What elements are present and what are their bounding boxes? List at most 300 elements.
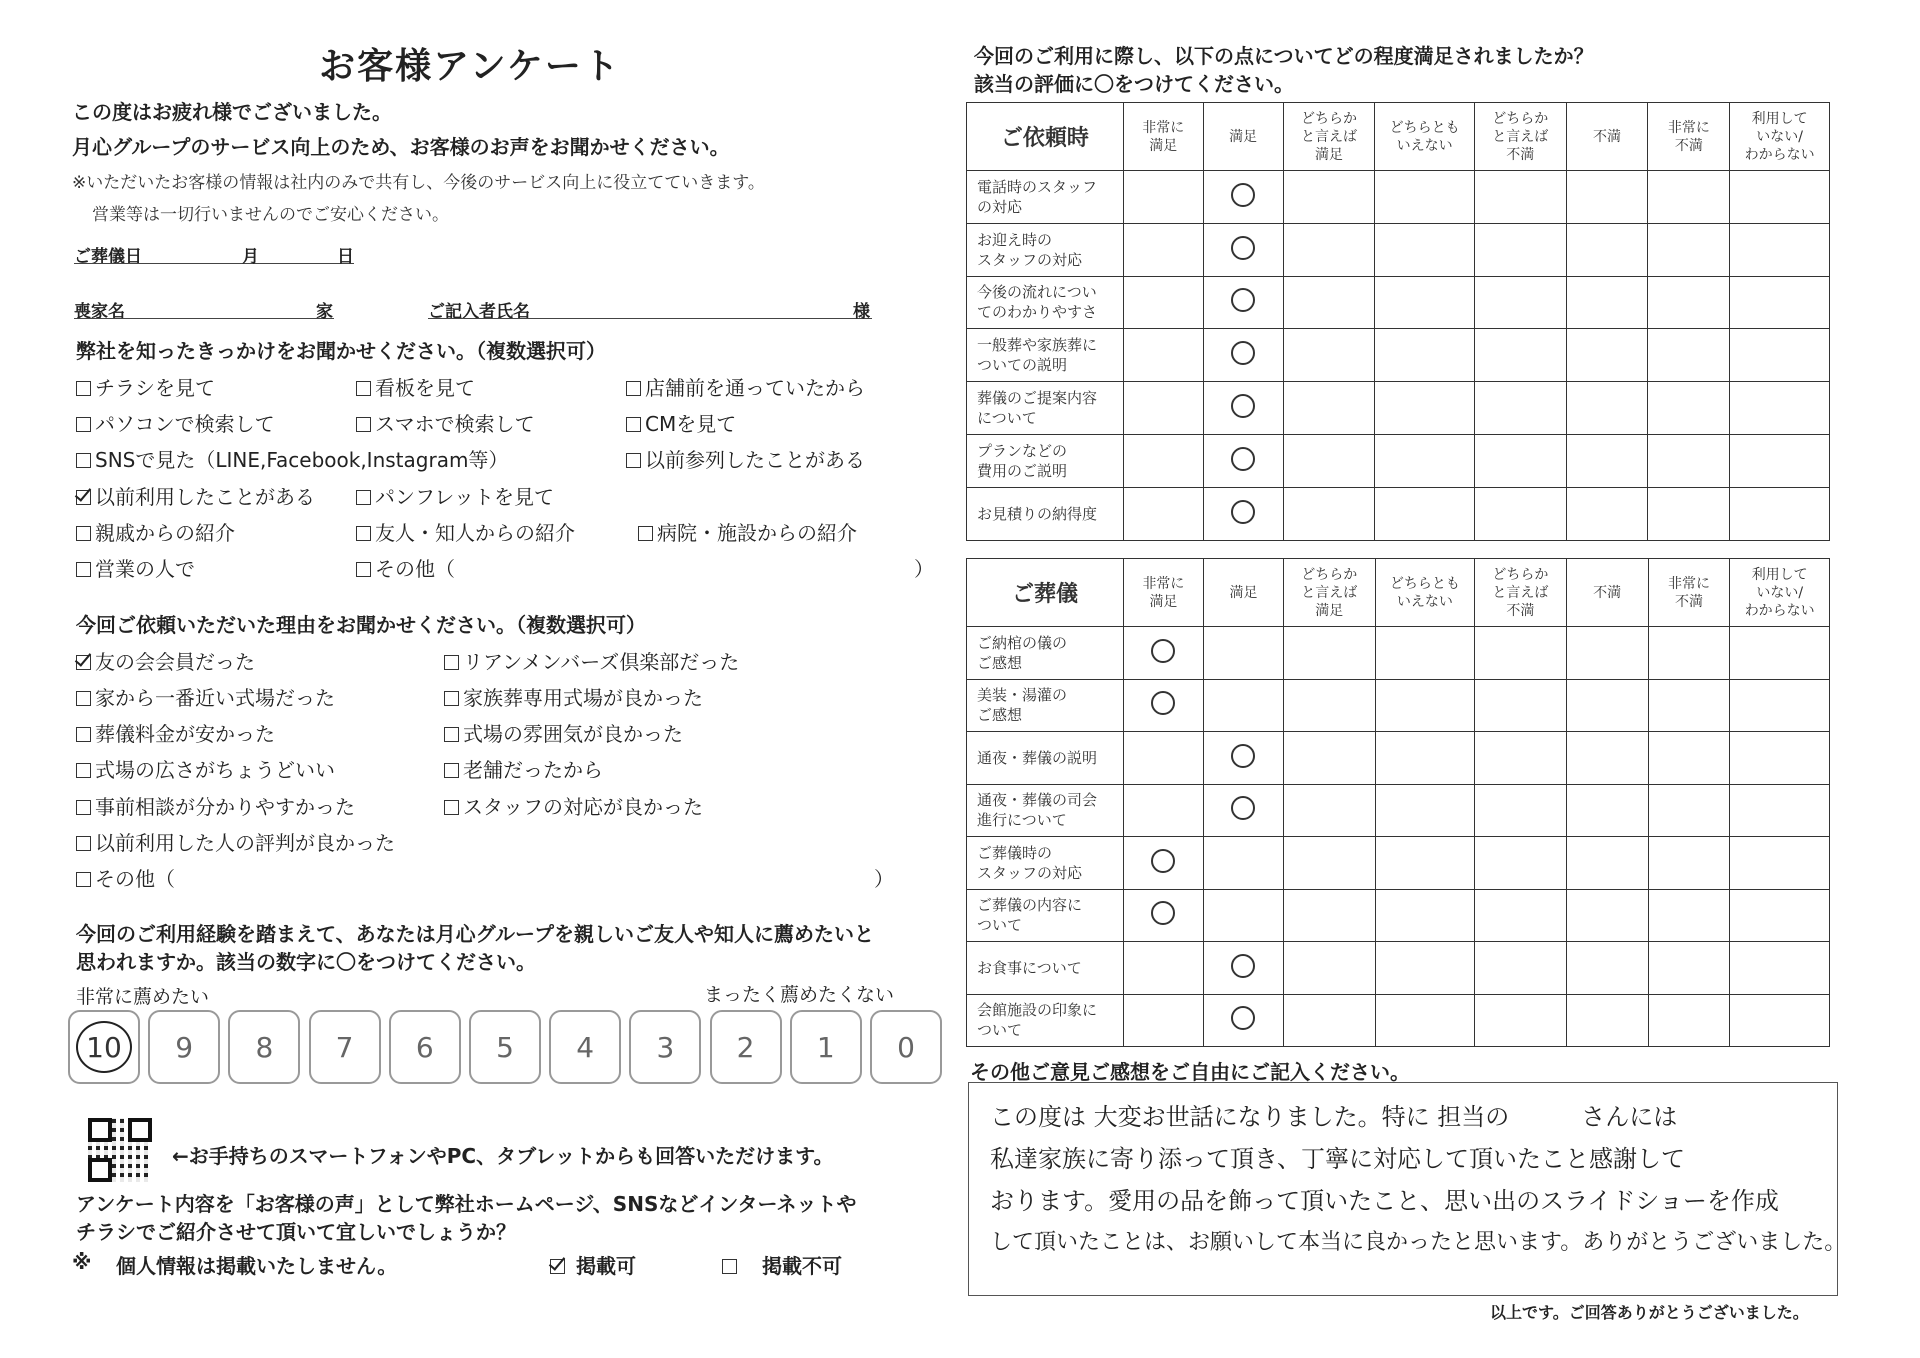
- nps-score-4[interactable]: [549, 1010, 621, 1084]
- recommend-low-label: まったく薦めたくない: [704, 984, 895, 1006]
- writer-name-label: ご記入者氏名: [428, 302, 530, 322]
- q1-option-label: 病院・施設からの紹介: [657, 521, 857, 545]
- q1-option[interactable]: [626, 408, 736, 437]
- checkbox[interactable]: [76, 836, 91, 851]
- rating-cell[interactable]: [1375, 784, 1475, 837]
- q3-heading-1: 今回のご利用経験を踏まえて、あなたは月心グループを親しいご友人や知人に薦めたいと: [76, 922, 874, 946]
- rating-cell[interactable]: [1203, 487, 1283, 540]
- checkbox[interactable]: [76, 381, 91, 396]
- no-sales-note: 営業等は一切行いませんのでご安心ください。: [92, 205, 449, 225]
- checkbox[interactable]: [356, 490, 371, 505]
- rating-cell[interactable]: [1730, 223, 1830, 276]
- nps-score-5[interactable]: [469, 1010, 541, 1084]
- q1-option[interactable]: [356, 553, 455, 582]
- checkbox[interactable]: [444, 655, 459, 670]
- q2-option-label: 事前相談が分かりやすかった: [95, 795, 355, 819]
- rating-heading-1: 今回のご利用に際し、以下の点についてどの程度満足されましたか？: [974, 44, 1594, 68]
- q1-option-label: SNSで見た（LINE,Facebook,Instagram等）: [95, 448, 509, 472]
- checkbox[interactable]: [356, 526, 371, 541]
- checkbox[interactable]: [76, 526, 91, 541]
- rating-cell[interactable]: [1203, 223, 1283, 276]
- checkbox[interactable]: [76, 655, 91, 670]
- scale-header: 非常に 満足: [1123, 103, 1203, 171]
- rating-cell[interactable]: [1566, 837, 1648, 890]
- rating-cell[interactable]: [1566, 732, 1648, 785]
- rating-cell[interactable]: [1730, 627, 1830, 680]
- selected-circle-mark: [1231, 288, 1255, 312]
- checkbox[interactable]: [626, 453, 641, 468]
- rating-cell[interactable]: [1375, 837, 1475, 890]
- q1-option-label: 店舗前を通っていたから: [645, 376, 865, 400]
- rating-cell[interactable]: [1123, 837, 1203, 890]
- q2-option[interactable]: [444, 718, 683, 747]
- selected-circle-mark: [1231, 954, 1255, 978]
- rating-row: [967, 942, 1830, 995]
- rating-cell[interactable]: [1648, 487, 1730, 540]
- q2-option[interactable]: [444, 754, 603, 783]
- rating-row: [967, 276, 1830, 329]
- rating-cell[interactable]: [1283, 223, 1375, 276]
- rating-cell[interactable]: [1648, 223, 1730, 276]
- rating-cell[interactable]: [1375, 627, 1475, 680]
- q1-other-close: ）: [914, 557, 934, 581]
- rating-cell[interactable]: [1648, 837, 1730, 890]
- q1-option[interactable]: [626, 444, 865, 473]
- rating-cell[interactable]: [1123, 487, 1203, 540]
- rating-row: [967, 223, 1830, 276]
- rating-cell[interactable]: [1475, 994, 1567, 1047]
- q1-option[interactable]: [76, 408, 275, 437]
- section-title: ご依頼時: [967, 103, 1124, 171]
- q1-option[interactable]: [626, 372, 865, 401]
- q2-option-label: リアンメンバーズ倶楽部だった: [463, 650, 740, 674]
- rating-cell[interactable]: [1730, 889, 1830, 942]
- rating-row: [967, 679, 1830, 732]
- publish-ng-option[interactable]: [722, 1250, 842, 1279]
- q2-option-label: その他（: [95, 867, 175, 891]
- rating-cell[interactable]: [1375, 732, 1475, 785]
- rating-cell[interactable]: [1203, 329, 1283, 382]
- q2-option-label: 老舗だったから: [463, 758, 603, 782]
- checkbox[interactable]: [626, 417, 641, 432]
- q1-option-label: スマホで検索して: [375, 412, 535, 436]
- checkbox[interactable]: [356, 381, 371, 396]
- rating-cell[interactable]: [1283, 329, 1375, 382]
- checkbox[interactable]: [356, 562, 371, 577]
- q2-option[interactable]: [76, 827, 395, 856]
- q1-option-label: 以前利用したことがある: [95, 485, 315, 509]
- rating-cell[interactable]: [1203, 382, 1283, 435]
- rating-cell[interactable]: [1375, 171, 1475, 224]
- rating-cell[interactable]: [1730, 171, 1830, 224]
- rating-cell[interactable]: [1375, 276, 1475, 329]
- rating-cell[interactable]: [1203, 434, 1283, 487]
- nps-score-label: 8: [255, 1030, 274, 1064]
- footer-thanks: 以上です。ご回答ありがとうございました。: [1490, 1303, 1809, 1322]
- checkbox[interactable]: [76, 417, 91, 432]
- checkbox[interactable]: [76, 800, 91, 815]
- q1-option[interactable]: [638, 517, 857, 546]
- rating-cell[interactable]: [1566, 784, 1648, 837]
- rating-cell[interactable]: [1203, 627, 1283, 680]
- rating-cell[interactable]: [1475, 837, 1567, 890]
- selected-circle-mark: [1231, 394, 1255, 418]
- nps-score-label: 1: [816, 1030, 835, 1064]
- rating-cell[interactable]: [1203, 942, 1283, 995]
- rating-cell[interactable]: [1203, 732, 1283, 785]
- checkbox[interactable]: [76, 763, 91, 778]
- comment-line-4: して頂いたことは、お願いして本当に良かったと思います。ありがとうございました。: [990, 1230, 1847, 1255]
- day-label: 日: [337, 247, 354, 267]
- rating-cell[interactable]: [1123, 223, 1203, 276]
- nps-score-9[interactable]: [148, 1010, 220, 1084]
- nps-score-10[interactable]: [68, 1010, 140, 1084]
- q1-option[interactable]: [76, 372, 215, 401]
- rating-item-label: ご納棺の儀の ご感想: [967, 627, 1124, 680]
- rating-table-request: [966, 102, 1830, 541]
- rating-cell[interactable]: [1475, 889, 1567, 942]
- rating-cell[interactable]: [1283, 994, 1375, 1047]
- checkbox[interactable]: [444, 727, 459, 742]
- nps-score-1[interactable]: [790, 1010, 862, 1084]
- scale-header: 満足: [1203, 559, 1283, 627]
- rating-cell[interactable]: [1203, 171, 1283, 224]
- selected-circle-mark: [1231, 236, 1255, 260]
- rating-row: [967, 994, 1830, 1047]
- writer-name-input[interactable]: [428, 318, 872, 319]
- q2-option[interactable]: [76, 791, 355, 820]
- nps-score-label: 4: [576, 1030, 595, 1064]
- checkbox[interactable]: [444, 763, 459, 778]
- q2-option[interactable]: [444, 791, 703, 820]
- q1-option[interactable]: [76, 444, 508, 473]
- scale-header: 非常に 不満: [1648, 559, 1730, 627]
- q1-option-label: パンフレットを見て: [375, 485, 554, 509]
- rating-cell[interactable]: [1123, 679, 1203, 732]
- rating-row: [967, 434, 1830, 487]
- rating-cell[interactable]: [1566, 942, 1648, 995]
- rating-item-label: 通夜・葬儀の司会 進行について: [967, 784, 1124, 837]
- rating-cell[interactable]: [1474, 329, 1566, 382]
- rating-cell[interactable]: [1375, 994, 1475, 1047]
- nps-score-8[interactable]: [228, 1010, 300, 1084]
- rating-cell[interactable]: [1123, 994, 1203, 1047]
- rating-cell[interactable]: [1474, 487, 1566, 540]
- rating-cell[interactable]: [1730, 732, 1830, 785]
- online-answer-text: ←お手持ちのスマートフォンやPC、タブレットからも回答いただけます。: [172, 1144, 834, 1168]
- rating-cell[interactable]: [1648, 889, 1730, 942]
- selected-circle-mark: [1231, 1006, 1255, 1030]
- q1-option[interactable]: [356, 372, 475, 401]
- scale-header: 不満: [1566, 103, 1648, 171]
- rating-cell[interactable]: [1123, 889, 1203, 942]
- rating-item-label: 美装・湯灌の ご感想: [967, 679, 1124, 732]
- q1-option-label: 親戚からの紹介: [95, 521, 235, 545]
- rating-cell[interactable]: [1730, 382, 1830, 435]
- rating-cell[interactable]: [1203, 889, 1283, 942]
- q1-option[interactable]: [76, 517, 235, 546]
- scale-header: 非常に 満足: [1123, 559, 1203, 627]
- q2-option-label: 家族葬専用式場が良かった: [463, 686, 703, 710]
- q1-heading: 弊社を知ったきっかけをお聞かせください。（複数選択可）: [76, 339, 606, 363]
- rating-cell[interactable]: [1475, 627, 1567, 680]
- checkbox[interactable]: [76, 872, 91, 887]
- selected-circle-mark: [1231, 500, 1255, 524]
- rating-cell[interactable]: [1123, 382, 1203, 435]
- q3-heading-2: 思われますか。該当の数字に〇をつけてください。: [76, 950, 536, 974]
- nps-score-6[interactable]: [389, 1010, 461, 1084]
- family-name-label: 喪家名: [74, 302, 125, 322]
- rating-row: [967, 329, 1830, 382]
- rating-cell[interactable]: [1648, 434, 1730, 487]
- rating-cell[interactable]: [1283, 732, 1375, 785]
- rating-cell[interactable]: [1648, 627, 1730, 680]
- rating-cell[interactable]: [1375, 434, 1475, 487]
- publish-question-2: チラシでご紹介させて頂いて宜しいでしょうか？: [76, 1220, 516, 1244]
- house-label: 家: [316, 302, 333, 322]
- rating-item-label: 今後の流れについ てのわかりやすさ: [967, 276, 1124, 329]
- q2-option-label: 以前利用した人の評判が良かった: [95, 831, 395, 855]
- rating-cell[interactable]: [1283, 627, 1375, 680]
- q2-option[interactable]: [76, 754, 335, 783]
- checkbox[interactable]: [444, 691, 459, 706]
- rating-cell[interactable]: [1474, 276, 1566, 329]
- rating-cell[interactable]: [1203, 679, 1283, 732]
- rating-cell[interactable]: [1203, 837, 1283, 890]
- q2-heading: 今回ご依頼いただいた理由をお聞かせください。（複数選択可）: [76, 613, 646, 637]
- rating-cell[interactable]: [1730, 487, 1830, 540]
- rating-cell[interactable]: [1475, 679, 1567, 732]
- q2-option[interactable]: [76, 682, 335, 711]
- rating-cell[interactable]: [1475, 784, 1567, 837]
- day-input[interactable]: [304, 263, 332, 264]
- scale-header: 不満: [1566, 559, 1648, 627]
- qr-code-icon[interactable]: [88, 1118, 152, 1182]
- rating-cell[interactable]: [1203, 994, 1283, 1047]
- checkbox[interactable]: [76, 562, 91, 577]
- checkbox[interactable]: [444, 800, 459, 815]
- q2-option[interactable]: [444, 682, 703, 711]
- intro-greeting: この度はお疲れ様でございました。: [72, 100, 392, 124]
- month-label: 月: [242, 247, 259, 267]
- q2-option[interactable]: [76, 718, 275, 747]
- rating-cell[interactable]: [1123, 942, 1203, 995]
- rating-cell[interactable]: [1730, 434, 1830, 487]
- rating-cell[interactable]: [1730, 994, 1830, 1047]
- rating-cell[interactable]: [1283, 382, 1375, 435]
- scale-header: どちらか と言えば 不満: [1475, 559, 1567, 627]
- rating-cell[interactable]: [1123, 276, 1203, 329]
- rating-cell[interactable]: [1566, 487, 1648, 540]
- rating-cell[interactable]: [1283, 434, 1375, 487]
- nps-score-label: 10: [76, 1021, 132, 1073]
- nps-score-label: 3: [656, 1030, 675, 1064]
- funeral-date-label: ご葬儀日: [74, 247, 142, 267]
- selected-circle-mark: [1231, 183, 1255, 207]
- rating-cell[interactable]: [1375, 487, 1475, 540]
- month-input[interactable]: [160, 263, 224, 264]
- rating-cell[interactable]: [1566, 223, 1648, 276]
- publish-ok-label: 掲載可: [575, 1254, 636, 1278]
- rating-cell[interactable]: [1283, 942, 1375, 995]
- publish-note: 個人情報は掲載いたしません。: [116, 1254, 398, 1278]
- q2-option-label: スタッフの対応が良かった: [463, 795, 703, 819]
- rating-cell[interactable]: [1283, 889, 1375, 942]
- rating-cell[interactable]: [1566, 276, 1648, 329]
- rating-item-label: 通夜・葬儀の説明: [967, 732, 1124, 785]
- rating-cell[interactable]: [1566, 679, 1648, 732]
- q1-option[interactable]: [356, 408, 535, 437]
- nps-score-3[interactable]: [629, 1010, 701, 1084]
- q2-option-label: 式場の雰囲気が良かった: [463, 722, 683, 746]
- rating-cell[interactable]: [1648, 994, 1730, 1047]
- checkbox[interactable]: [356, 417, 371, 432]
- rating-cell[interactable]: [1566, 171, 1648, 224]
- rating-cell[interactable]: [1283, 784, 1375, 837]
- rating-cell[interactable]: [1123, 732, 1203, 785]
- q1-option-label: その他（: [375, 557, 455, 581]
- rating-item-label: 一般葬や家族葬に ついての説明: [967, 329, 1124, 382]
- rating-cell[interactable]: [1123, 784, 1203, 837]
- rating-cell[interactable]: [1730, 837, 1830, 890]
- checkbox[interactable]: [76, 490, 91, 505]
- nps-score-label: 0: [897, 1030, 915, 1064]
- rating-cell[interactable]: [1648, 942, 1730, 995]
- checkbox[interactable]: [638, 526, 653, 541]
- q2-option-label: 家から一番近い式場だった: [95, 686, 335, 710]
- rating-cell[interactable]: [1283, 171, 1375, 224]
- rating-cell[interactable]: [1648, 382, 1730, 435]
- q1-option-label: 友人・知人からの紹介: [375, 521, 575, 545]
- nps-score-label: 9: [175, 1030, 194, 1064]
- q1-option-label: チラシを見て: [95, 376, 215, 400]
- rating-cell[interactable]: [1475, 942, 1567, 995]
- nps-score-0[interactable]: [870, 1010, 942, 1084]
- rating-cell[interactable]: [1566, 627, 1648, 680]
- rating-cell[interactable]: [1375, 889, 1475, 942]
- rating-cell[interactable]: [1203, 276, 1283, 329]
- rating-cell[interactable]: [1123, 627, 1203, 680]
- scale-header: どちらか と言えば 満足: [1283, 103, 1375, 171]
- section-title: ご葬儀: [967, 559, 1124, 627]
- checkbox[interactable]: [76, 453, 91, 468]
- comment-line-2: 私達家族に寄り添って頂き、丁寧に対応して頂いたこと感謝して: [990, 1145, 1686, 1173]
- checkbox[interactable]: [626, 381, 641, 396]
- selected-circle-mark: [1231, 744, 1255, 768]
- rating-cell[interactable]: [1283, 679, 1375, 732]
- rating-cell[interactable]: [1474, 382, 1566, 435]
- nps-score-7[interactable]: [309, 1010, 381, 1084]
- rating-cell[interactable]: [1375, 382, 1475, 435]
- nps-score-2[interactable]: [710, 1010, 782, 1084]
- rating-item-label: プランなどの 費用のご説明: [967, 434, 1124, 487]
- rating-cell[interactable]: [1566, 329, 1648, 382]
- rating-cell[interactable]: [1566, 889, 1648, 942]
- selected-circle-mark: [1231, 341, 1255, 365]
- nps-score-label: 7: [335, 1030, 354, 1064]
- rating-item-label: 葬儀のご提案内容 について: [967, 382, 1124, 435]
- rating-cell[interactable]: [1730, 679, 1830, 732]
- rating-cell[interactable]: [1283, 837, 1375, 890]
- rating-cell[interactable]: [1648, 276, 1730, 329]
- q2-option-label: 式場の広さがちょうどいい: [95, 758, 335, 782]
- rating-cell[interactable]: [1730, 942, 1830, 995]
- rating-cell[interactable]: [1648, 732, 1730, 785]
- rating-cell[interactable]: [1474, 434, 1566, 487]
- checkbox[interactable]: [76, 691, 91, 706]
- rating-cell[interactable]: [1648, 679, 1730, 732]
- privacy-note: ※いただいたお客様の情報は社内のみで共有し、今後のサービス向上に役立てていきます。: [72, 173, 765, 193]
- rating-cell[interactable]: [1375, 223, 1475, 276]
- rating-cell[interactable]: [1203, 784, 1283, 837]
- rating-cell[interactable]: [1375, 329, 1475, 382]
- rating-cell[interactable]: [1648, 329, 1730, 382]
- q1-option-label: 以前参列したことがある: [645, 448, 865, 472]
- rating-cell[interactable]: [1474, 171, 1566, 224]
- comment-line-1: この度は 大変お世話になりました。特に 担当の さんには: [990, 1103, 1678, 1131]
- q1-option[interactable]: [356, 481, 554, 510]
- rating-item-label: お迎え時の スタッフの対応: [967, 223, 1124, 276]
- rating-cell[interactable]: [1648, 171, 1730, 224]
- nps-score-label: 2: [736, 1030, 755, 1064]
- rating-cell[interactable]: [1730, 784, 1830, 837]
- rating-cell[interactable]: [1375, 679, 1475, 732]
- rating-cell[interactable]: [1566, 382, 1648, 435]
- q1-option[interactable]: [76, 481, 315, 510]
- rating-cell[interactable]: [1123, 171, 1203, 224]
- intro-purpose: 月心グループのサービス向上のため、お客様のお声をお聞かせください。: [72, 135, 730, 159]
- rating-cell[interactable]: [1730, 276, 1830, 329]
- q2-option-label: 葬儀料金が安かった: [95, 722, 275, 746]
- rating-item-label: お見積りの納得度: [967, 487, 1124, 540]
- rating-cell[interactable]: [1474, 223, 1566, 276]
- q1-option[interactable]: [76, 553, 195, 582]
- q1-option[interactable]: [356, 517, 575, 546]
- rating-item-label: 電話時のスタッフ の対応: [967, 171, 1124, 224]
- family-name-input[interactable]: [74, 318, 334, 319]
- q1-option-label: CMを見て: [645, 412, 737, 436]
- checkbox[interactable]: [76, 727, 91, 742]
- rating-cell[interactable]: [1283, 276, 1375, 329]
- selected-circle-mark: [1151, 849, 1175, 873]
- rating-cell[interactable]: [1566, 994, 1648, 1047]
- rating-cell[interactable]: [1566, 434, 1648, 487]
- rating-cell[interactable]: [1475, 732, 1567, 785]
- rating-item-label: ご葬儀の内容に ついて: [967, 889, 1124, 942]
- q2-option-label: 友の会会員だった: [95, 650, 255, 674]
- rating-cell[interactable]: [1123, 329, 1203, 382]
- rating-cell[interactable]: [1283, 487, 1375, 540]
- selected-circle-mark: [1231, 447, 1255, 471]
- q2-option[interactable]: [444, 646, 739, 675]
- rating-cell[interactable]: [1123, 434, 1203, 487]
- rating-cell[interactable]: [1730, 329, 1830, 382]
- rating-row: [967, 487, 1830, 540]
- rating-table-funeral: [966, 558, 1830, 1047]
- selected-circle-mark: [1151, 691, 1175, 715]
- rating-item-label: 会館施設の印象に ついて: [967, 994, 1124, 1047]
- q2-option[interactable]: [76, 646, 255, 675]
- rating-cell[interactable]: [1648, 784, 1730, 837]
- rating-row: [967, 784, 1830, 837]
- publish-note-mark: ※: [72, 1250, 92, 1274]
- q2-option[interactable]: [76, 863, 175, 892]
- publish-ok-option[interactable]: [550, 1250, 636, 1279]
- publish-ng-checkbox[interactable]: [722, 1259, 737, 1274]
- publish-ng-label: 掲載不可: [761, 1254, 842, 1278]
- publish-ok-checkbox[interactable]: [550, 1259, 565, 1274]
- rating-cell[interactable]: [1375, 942, 1475, 995]
